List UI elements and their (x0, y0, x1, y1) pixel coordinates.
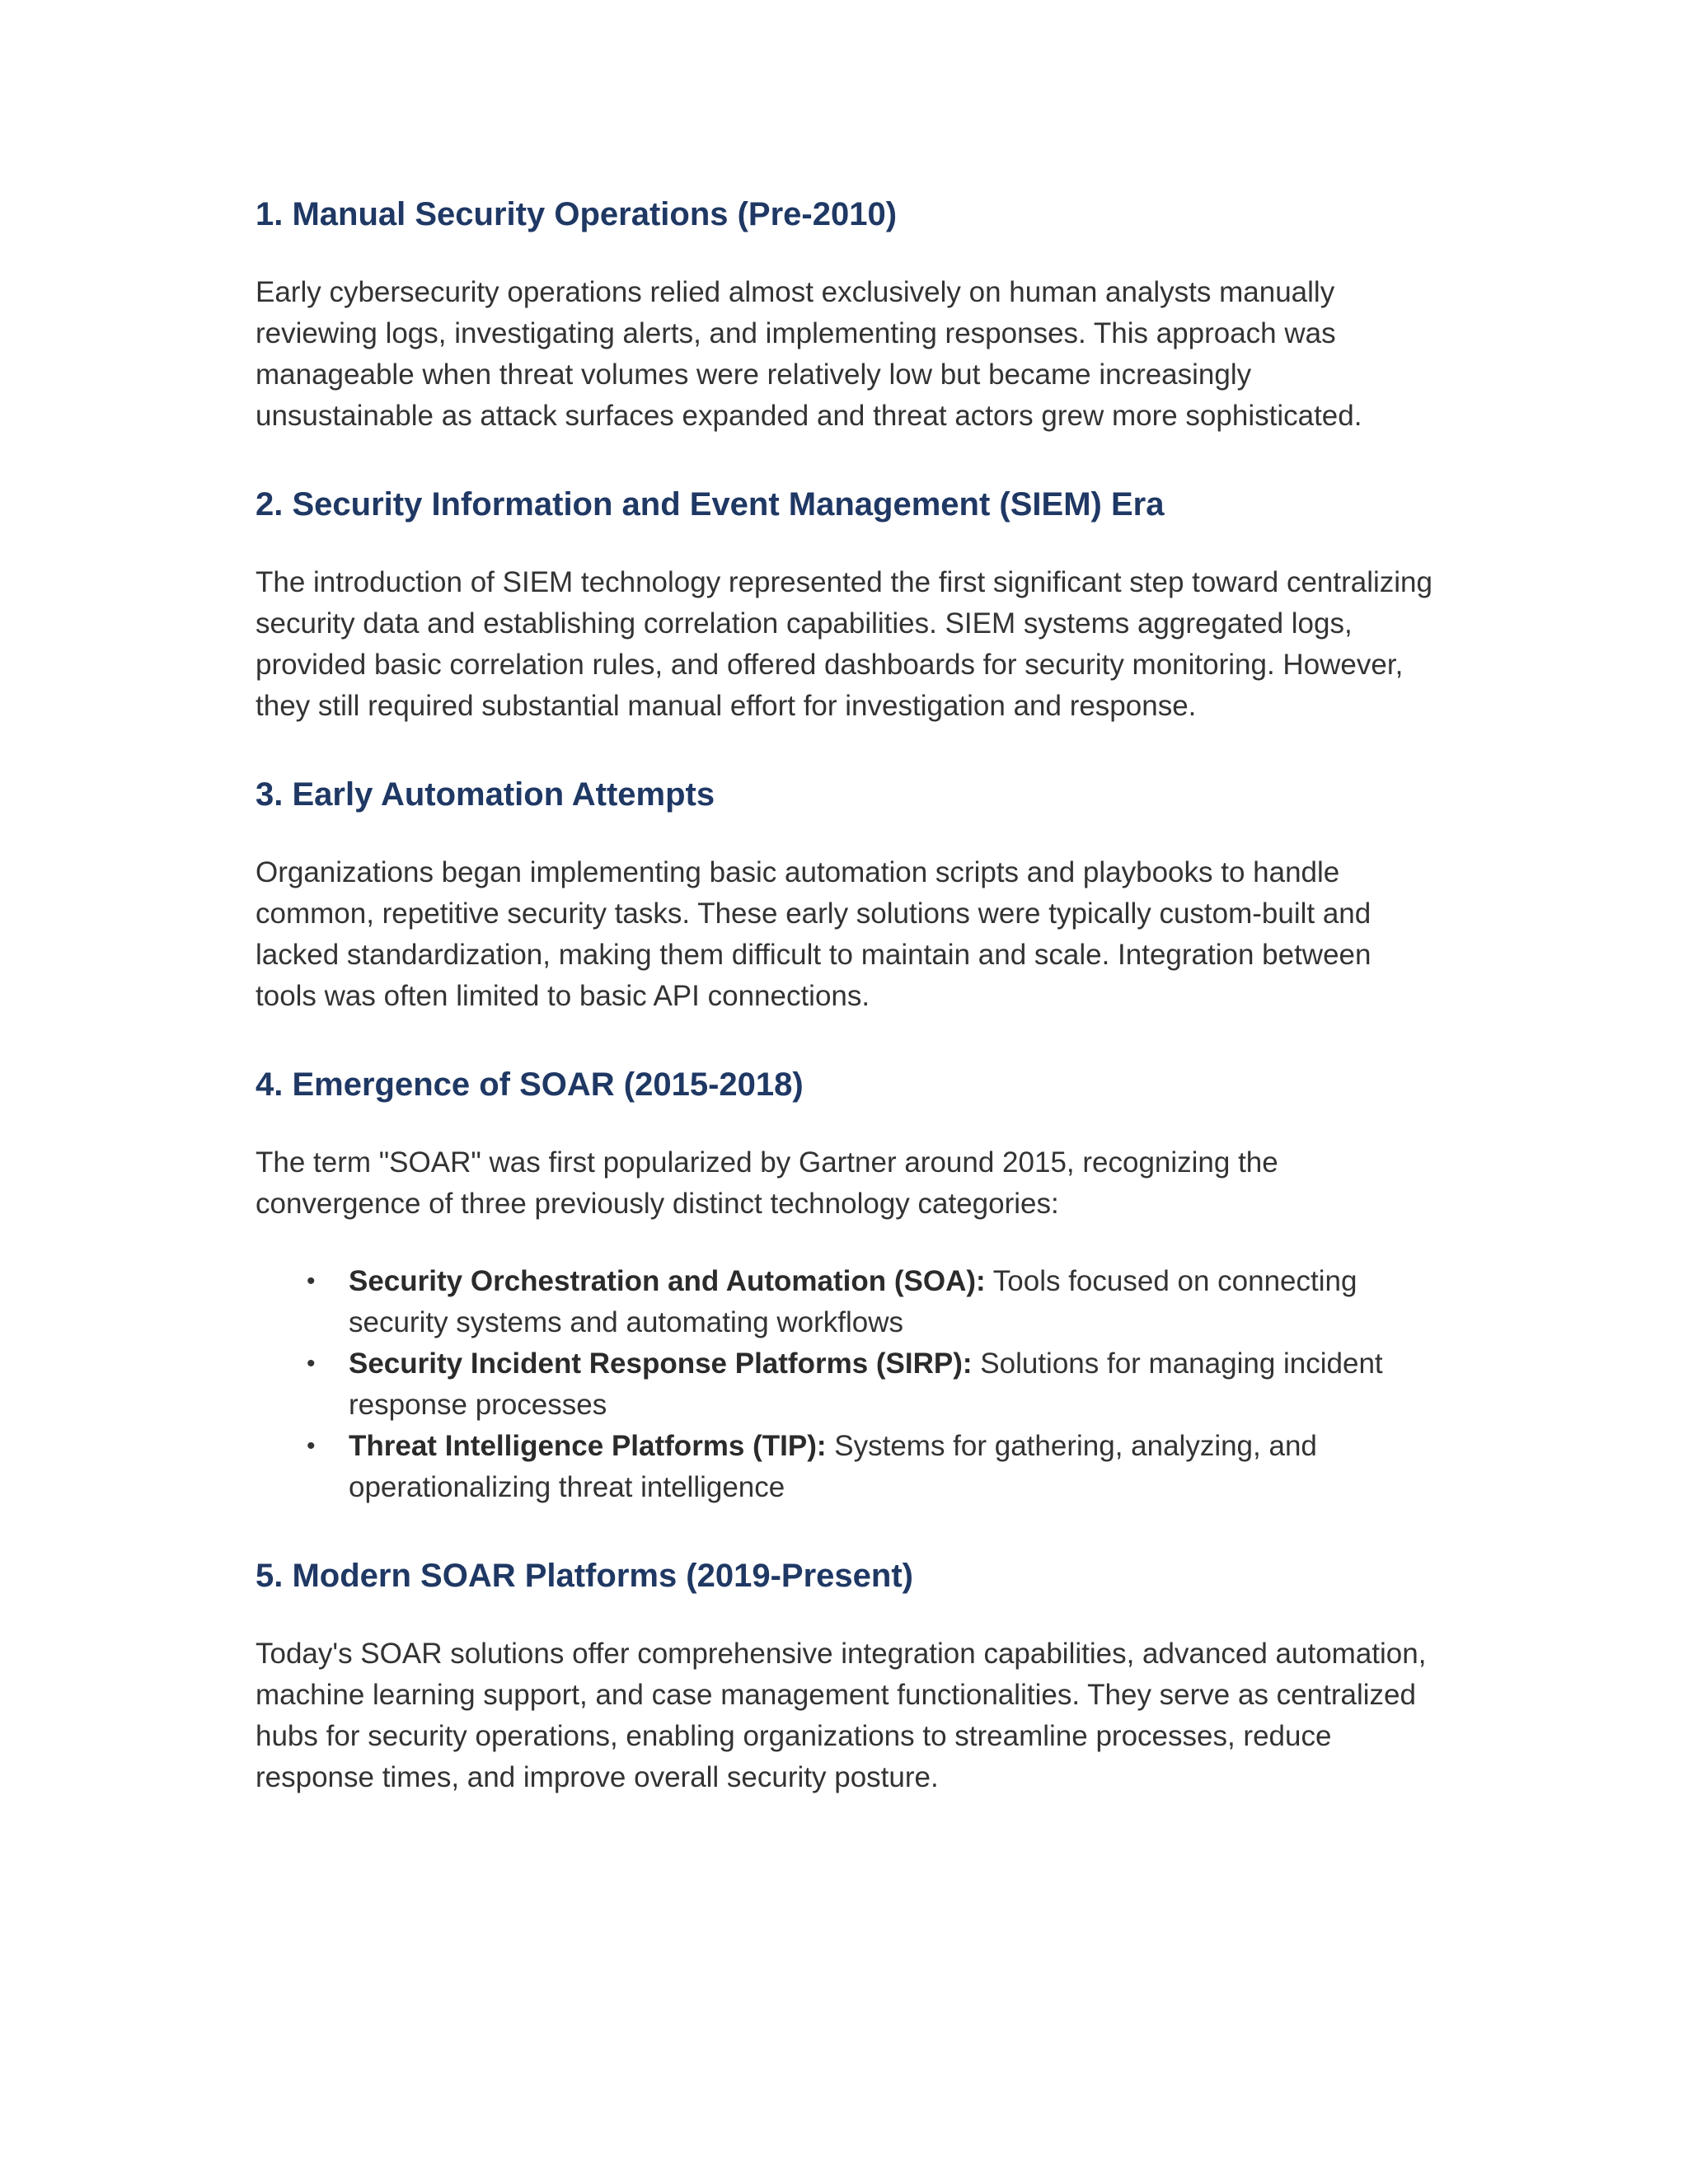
bullet-icon: • (307, 1268, 316, 1295)
bullet-icon: • (307, 1350, 316, 1377)
section-paragraph: Today's SOAR solutions offer comprehensive integration capabilities, advanced automation, machine learning support, and case management functionalities. They serve as centralized hubs for security operations, enabling organizations to streamline processes, reduce response times, and improve overall security posture. (256, 1638, 1427, 1793)
technology-category-list (256, 1261, 1434, 1508)
list-item (256, 1343, 1434, 1426)
section-manual-security-operations (256, 190, 1434, 437)
section-siem-era (256, 480, 1434, 727)
section-heading: 2. Security Information and Event Management (SIEM) Era (256, 486, 1165, 523)
section-heading: 1. Manual Security Operations (Pre-2010) (256, 196, 898, 232)
section-paragraph: The introduction of SIEM technology represented the first significant step toward centralizing security data and establishing correlation capabilities. SIEM systems aggregated logs, provided basic correlation rules, and offered dashboards for security monitoring. However, they still required substantial manual effort for investigation and response. (256, 566, 1432, 722)
section-paragraph: The term "SOAR" was first popularized by Gartner around 2015, recognizing the convergence of three previously distinct technology categories: (256, 1146, 1278, 1220)
section-paragraph: Organizations began implementing basic automation scripts and playbooks to handle common, repetitive security tasks. These early solutions were typically custom-built and lacked standardization, making them difficult to maintain and scale. Integration between tools was often limited to basic API connections. (256, 856, 1372, 1012)
section-paragraph: Early cybersecurity operations relied almost exclusively on human analysts manually reviewing logs, investigating alerts, and implementing responses. This approach was manageable when threat volumes were relatively low but became increasingly unsustainable as attack surfaces expanded and threat actors grew more sophisticated. (256, 276, 1362, 432)
section-modern-soar-platforms (256, 1551, 1434, 1798)
list-item-text: Solutions for managing incident response processes (349, 1347, 1383, 1421)
section-heading: 3. Early Automation Attempts (256, 776, 715, 813)
section-early-automation (256, 770, 1434, 1017)
document-content (256, 165, 1434, 1798)
section-heading: 5. Modern SOAR Platforms (2019-Present) (256, 1558, 913, 1594)
list-item-text: Systems for gathering, analyzing, and operationalizing threat intelligence (349, 1430, 1317, 1503)
bullet-icon: • (307, 1432, 316, 1460)
section-heading: 4. Emergence of SOAR (2015-2018) (256, 1066, 804, 1103)
list-item (256, 1426, 1434, 1508)
list-item-term: Threat Intelligence Platforms (TIP): (349, 1430, 827, 1462)
list-item-term: Security Incident Response Platforms (SIRP): (349, 1347, 973, 1380)
list-item-text: Tools focused on connecting security systems and automating workflows (349, 1265, 1357, 1338)
list-item-term: Security Orchestration and Automation (SOA): (349, 1265, 986, 1297)
section-emergence-of-soar (256, 1060, 1434, 1508)
list-item (256, 1261, 1434, 1343)
